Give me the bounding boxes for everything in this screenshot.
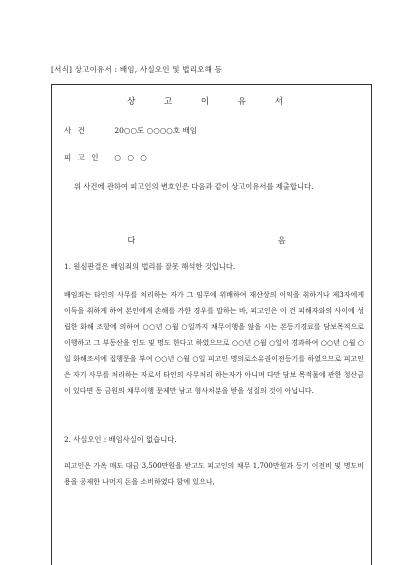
- defendant-value: ○ ○ ○: [114, 153, 149, 162]
- document-frame: [51, 84, 372, 565]
- section2-body: 피고인은 가옥 매도 대금 3,500만원을 받고도 피고인의 채무 1,700만원과 등기 이전비 및 명도비용을 공제한 나머지 돈을 소비하였다 함에 있으나,: [64, 462, 364, 486]
- defendant-label: 피 고 인: [64, 153, 101, 162]
- section2-heading: 2. 사실오인 : 배임사실이 없습니다.: [64, 435, 177, 444]
- case-field: [64, 125, 197, 136]
- document-caption: [서식] 상고이유서 : 배임, 사실오인 및 법리오해 등: [51, 65, 223, 74]
- case-value: 20○○도 ○○○○호 배임: [114, 126, 197, 135]
- case-label: 사 건: [64, 126, 87, 135]
- defendant-field: [64, 152, 149, 163]
- section-heading: 다 음: [127, 236, 356, 245]
- section1-body: 배임죄는 타인의 사무를 처리하는 자가 그 임무에 위배하여 재산상의 이익을 취하거나 제3자에게 이득을 취하게 하여 본인에게 손해를 가한 경우를 말하는 바, 피고인은 이 건 피해자와의 사이에 성립한 화해 조항에 의하여 ○○년 ○월 ○일까지 채무이행을 않을 시는 본등기경료를 담보목적으로 이행하고 그 부동산을 인도 및 명도 한다고 하였으므로 ○○년 ○월 ○일이 경과하여 ○○년 ○월 ○일 화해조서에 집행문을 부여 ○○년 ○월 ○일 피고인 명의로소유권이전등기를 하였으므로 피고인은 자기 사무를 처리하는 자로서 타인의 사무처리 하는자가 아니며 다만 담보 목적물에 관한 청산금이 있다면 동 금원의 채무이행 문제만 남고 형사처분을 받을 성질의 것이 아닙니다.: [64, 291, 364, 395]
- section1-heading: 1. 원심판결은 배임죄의 법리를 잘못 해석한 것입니다.: [64, 262, 236, 271]
- intro-paragraph: 위 사건에 관하여 피고인의 변호인은 다음과 같이 상고이유서를 제출합니다.: [74, 182, 314, 191]
- document-title: 상 고 이 유 서: [127, 97, 296, 107]
